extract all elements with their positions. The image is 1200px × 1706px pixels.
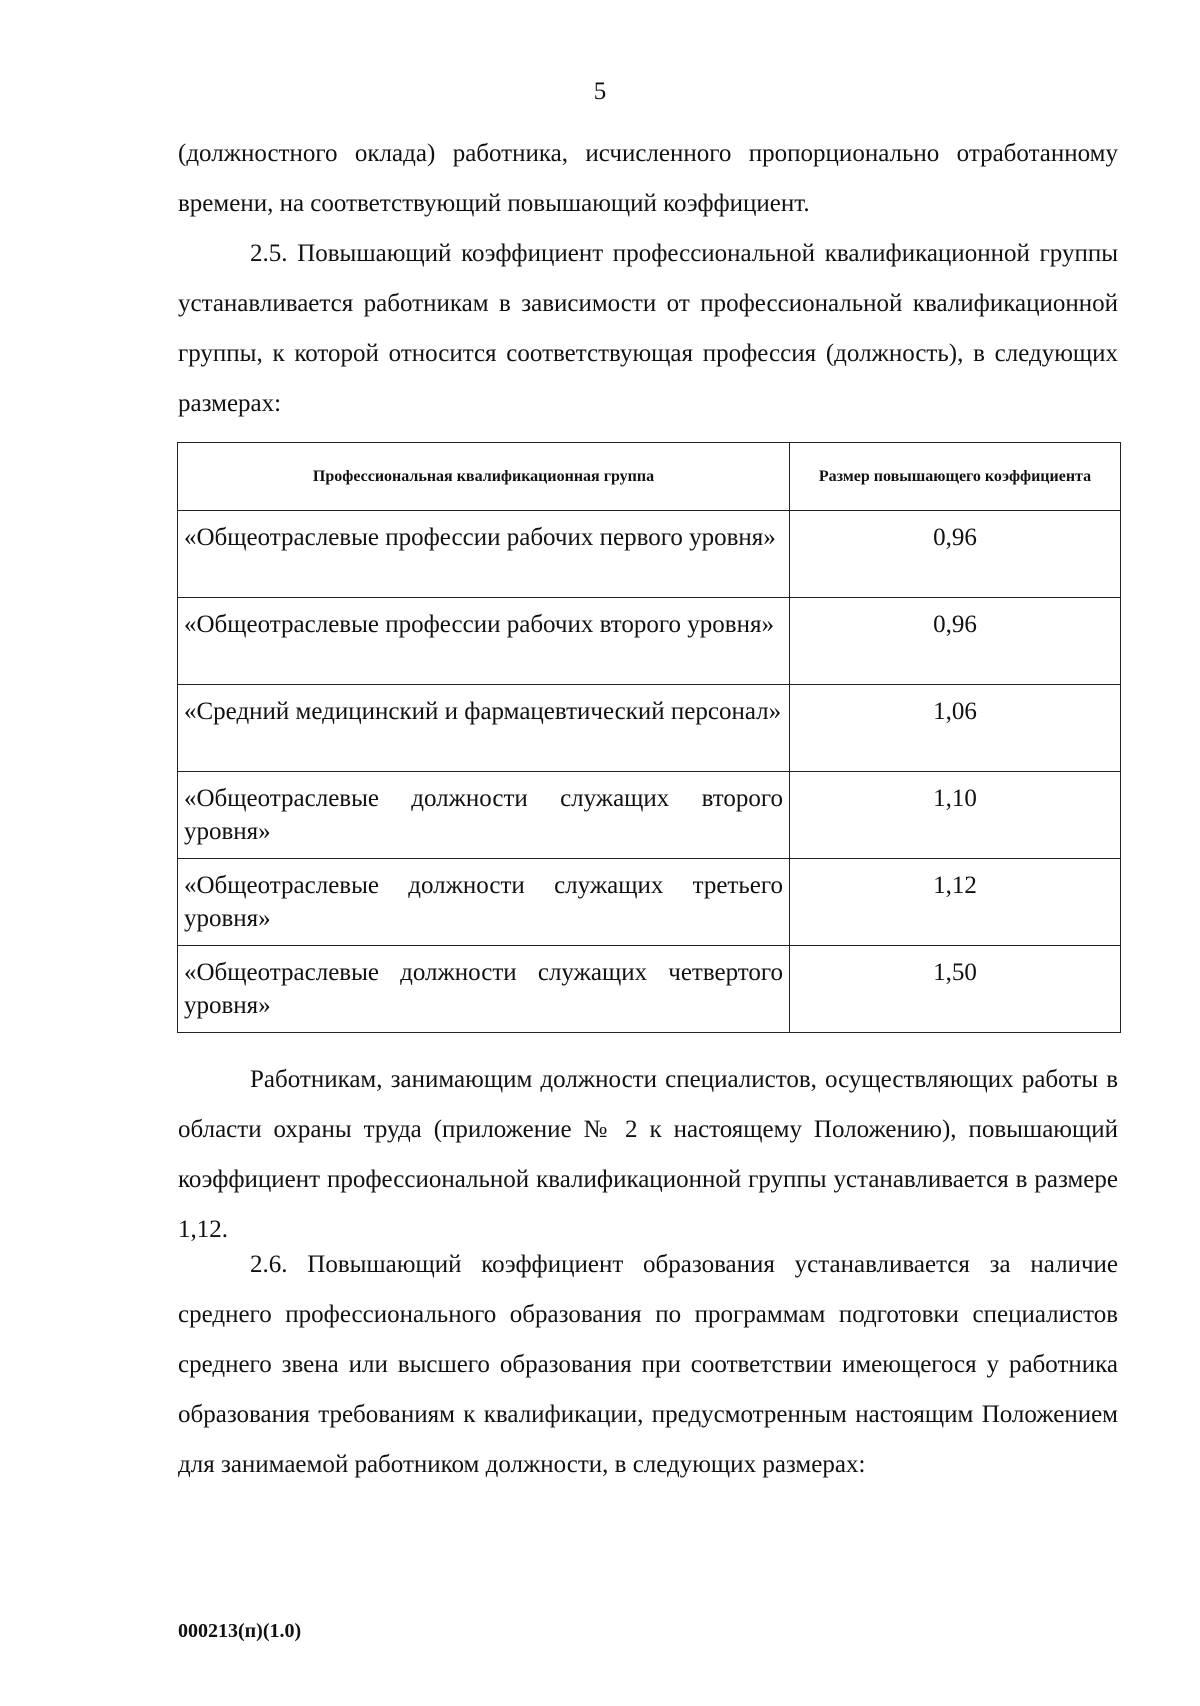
coefficient-cell: 0,96 xyxy=(790,598,1121,685)
table-header-row xyxy=(178,443,1121,511)
group-cell: «Средний медицинский и фармацевтический персонал» xyxy=(178,685,790,772)
coefficient-cell: 1,10 xyxy=(790,772,1121,859)
group-cell: «Общеотраслевые должности служащих третьего уровня» xyxy=(178,859,790,946)
table-row xyxy=(178,685,1121,772)
section-2-5-paragraph: 2.5. Повышающий коэффициент профессиональной квалификационной группы устанавливается работникам в зависимости от профессиональной квалификационной группы, к которой относится соответствующая профессия (должность), в следующих размерах: xyxy=(178,240,1118,417)
document-code: 000213(п)(1.0) xyxy=(178,1620,302,1642)
table-row xyxy=(178,511,1121,598)
page-number: 5 xyxy=(593,78,607,105)
coefficient-cell: 1,50 xyxy=(790,946,1121,1033)
header-coefficient: Размер повышающего коэффициента xyxy=(790,443,1121,511)
group-cell: «Общеотраслевые профессии рабочих первого уровня» xyxy=(178,511,790,598)
coefficient-cell: 1,12 xyxy=(790,859,1121,946)
coefficient-table xyxy=(177,442,1121,1033)
table-row xyxy=(178,772,1121,859)
table-row xyxy=(178,598,1121,685)
group-cell: «Общеотраслевые профессии рабочих второго уровня» xyxy=(178,598,790,685)
paragraph-continuation: (должностного оклада) работника, исчисленного пропорционально отработанному времени, на соответствующий повышающий коэффициент. xyxy=(178,140,1118,217)
coefficient-cell: 1,06 xyxy=(790,685,1121,772)
coefficient-cell: 0,96 xyxy=(790,511,1121,598)
header-group: Профессиональная квалификационная группа xyxy=(178,443,790,511)
group-cell: «Общеотраслевые должности служащих второго уровня» xyxy=(178,772,790,859)
labor-safety-paragraph: Работникам, занимающим должности специалистов, осуществляющих работы в области охраны труда (приложение № 2 к настоящему Положению), повышающий коэффициент профессиональной квалификационной группы устанавливается в размере 1,12. xyxy=(178,1066,1118,1243)
group-cell: «Общеотраслевые должности служащих четвертого уровня» xyxy=(178,946,790,1033)
section-2-6-paragraph: 2.6. Повышающий коэффициент образования устанавливается за наличие среднего профессионального образования по программам подготовки специалистов среднего звена или высшего образования при соответствии имеющегося у работника образования требованиям к квалификации, предусмотренным настоящим Положением для занимаемой работником должности, в следующих размерах: xyxy=(178,1251,1118,1478)
table-row xyxy=(178,859,1121,946)
table-row xyxy=(178,946,1121,1033)
